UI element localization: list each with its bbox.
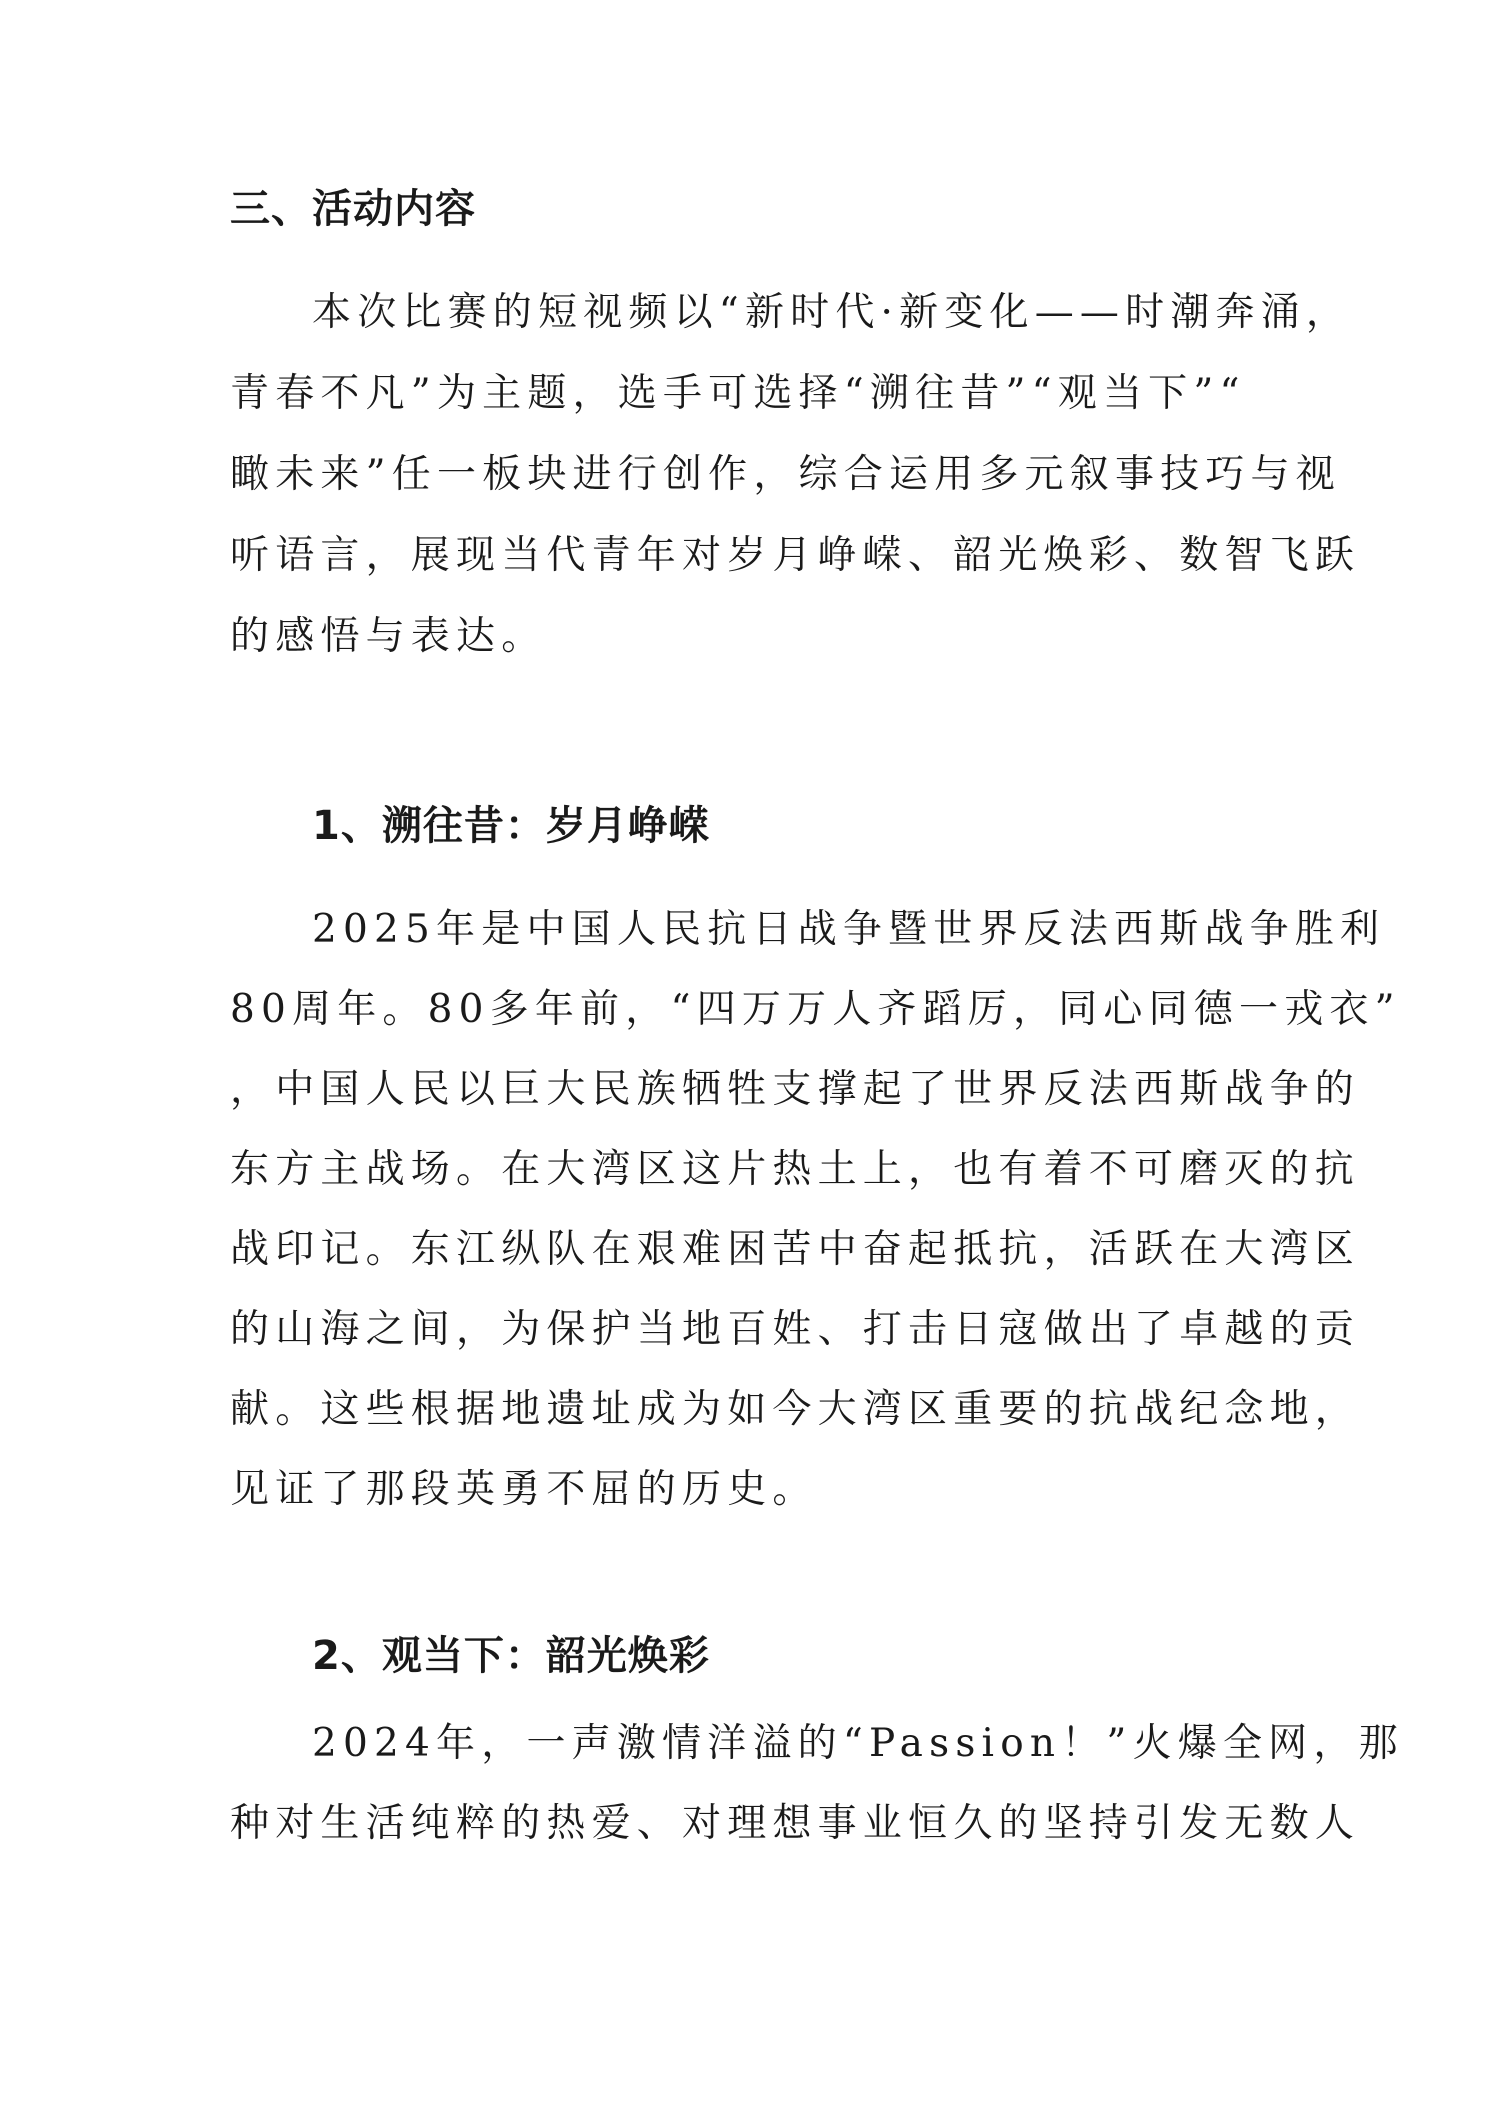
- sub1-line-4: 东方主战场。在大湾区这片热土上，也有着不可磨灭的抗: [230, 1147, 1361, 1192]
- sub1-line-7: 献。这些根据地遗址成为如今大湾区重要的抗战纪念地，: [230, 1387, 1361, 1432]
- intro-line-5: 的感悟与表达。: [230, 614, 547, 659]
- subsection-1-heading: 1、溯往昔：岁月峥嵘: [312, 803, 710, 849]
- sub1-line-5: 战印记。东江纵队在艰难困苦中奋起抵抗，活跃在大湾区: [230, 1227, 1361, 1272]
- intro-line-4: 听语言，展现当代青年对岁月峥嵘、韶光焕彩、数智飞跃: [230, 533, 1361, 578]
- section-heading: 三、活动内容: [230, 186, 476, 232]
- sub2-line-1: 2024年，一声激情洋溢的“Passion！”火爆全网，那: [312, 1721, 1404, 1766]
- intro-line-3: 瞰未来”任一板块进行创作，综合运用多元叙事技巧与视: [230, 452, 1341, 497]
- sub2-line-2: 种对生活纯粹的热爱、对理想事业恒久的坚持引发无数人: [230, 1801, 1361, 1846]
- subsection-2-heading: 2、观当下：韶光焕彩: [312, 1633, 710, 1679]
- intro-line-1: 本次比赛的短视频以“新时代·新变化——时潮奔涌，: [312, 290, 1352, 335]
- sub1-line-6: 的山海之间，为保护当地百姓、打击日寇做出了卓越的贡: [230, 1307, 1361, 1352]
- sub1-line-8: 见证了那段英勇不屈的历史。: [230, 1467, 818, 1512]
- sub1-line-2: 80周年。80多年前，“四万万人齐蹈厉，同心同德一戎衣”: [230, 987, 1401, 1032]
- sub1-line-3: ，中国人民以巨大民族牺牲支撑起了世界反法西斯战争的: [230, 1067, 1361, 1112]
- sub1-line-1: 2025年是中国人民抗日战争暨世界反法西斯战争胜利: [312, 907, 1386, 952]
- intro-line-2: 青春不凡”为主题，选手可选择“溯往昔”“观当下”“: [230, 371, 1246, 416]
